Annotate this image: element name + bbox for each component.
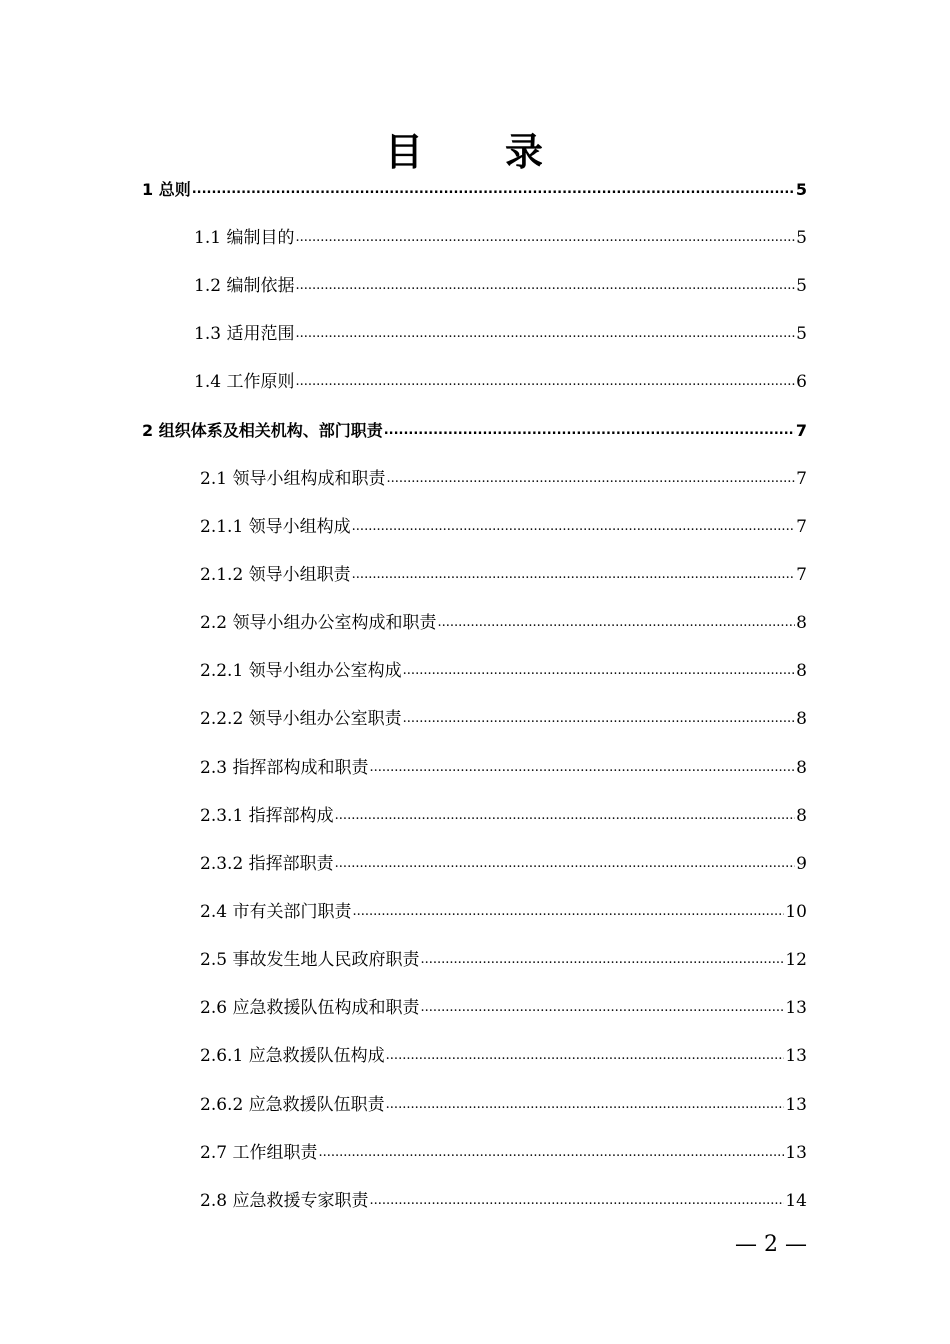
toc-entry-label: 2.1.1 领导小组构成: [200, 517, 351, 537]
toc-entry[interactable]: [142, 175, 807, 201]
toc-leader-dots: [384, 420, 795, 442]
toc-entry-page: 13: [785, 1046, 807, 1066]
toc-entry[interactable]: [200, 1186, 807, 1212]
toc-leader-dots: [295, 227, 795, 249]
toc-entry-page: 10: [785, 902, 807, 922]
toc-entry[interactable]: [194, 367, 807, 393]
toc-entry-label: 2 组织体系及相关机构、部门职责: [142, 421, 383, 440]
toc-entry-page: 9: [796, 854, 807, 874]
toc-entry-label: 2.6.2 应急救援队伍职责: [200, 1095, 385, 1115]
toc-entry-label: 1.3 适用范围: [194, 324, 295, 344]
toc-entry-label: 2.1 领导小组构成和职责: [200, 469, 386, 489]
toc-leader-dots: [192, 179, 795, 201]
toc-entry-page: 8: [796, 806, 807, 826]
page-title: 目 录: [384, 130, 565, 174]
toc-leader-dots: [369, 1190, 784, 1212]
toc-entry[interactable]: [200, 512, 807, 538]
toc-entry-page: 7: [796, 517, 807, 537]
toc-entry-label: 2.4 市有关部门职责: [200, 902, 352, 922]
toc-leader-dots: [295, 275, 795, 297]
toc-entry-page: 5: [796, 324, 807, 344]
toc-leader-dots: [352, 564, 796, 586]
toc-entry-label: 2.3.1 指挥部构成: [200, 806, 334, 826]
toc-entry-label: 2.7 工作组职责: [200, 1143, 318, 1163]
toc-leader-dots: [386, 1094, 785, 1116]
toc-entry-page: 7: [796, 565, 807, 585]
toc-leader-dots: [295, 323, 795, 345]
toc-entry-page: 6: [796, 372, 807, 392]
toc-entry[interactable]: [200, 993, 807, 1019]
toc-entry[interactable]: [200, 560, 807, 586]
toc-entry-page: 8: [796, 758, 807, 778]
toc-entry-label: 1.2 编制依据: [194, 276, 295, 296]
toc-entry-page: 13: [785, 998, 807, 1018]
toc-leader-dots: [403, 660, 796, 682]
toc-entry-page: 5: [796, 228, 807, 248]
toc-entry-label: 1.1 编制目的: [194, 228, 295, 248]
toc-leader-dots: [352, 901, 784, 923]
toc-entry-label: 2.3.2 指挥部职责: [200, 854, 334, 874]
toc-entry-label: 2.2.2 领导小组办公室职责: [200, 709, 402, 729]
toc-entry-label: 2.6 应急救援队伍构成和职责: [200, 998, 420, 1018]
toc-entry[interactable]: [200, 704, 807, 730]
toc-entry[interactable]: [194, 319, 807, 345]
toc-entry-label: 1.4 工作原则: [194, 372, 295, 392]
toc-entry[interactable]: [142, 416, 807, 442]
toc-entry-page: 5: [796, 276, 807, 296]
toc-entry-label: 2.6.1 应急救援队伍构成: [200, 1046, 385, 1066]
toc-entry[interactable]: [200, 945, 807, 971]
toc-entry-label: 2.3 指挥部构成和职责: [200, 758, 369, 778]
toc-leader-dots: [369, 757, 795, 779]
toc-entry-label: 2.2 领导小组办公室构成和职责: [200, 613, 437, 633]
toc-entry[interactable]: [200, 897, 807, 923]
toc-leader-dots: [403, 708, 796, 730]
toc-entry[interactable]: [200, 464, 807, 490]
toc-entry[interactable]: [200, 656, 807, 682]
toc-entry-page: 12: [785, 950, 807, 970]
toc-entry-page: 13: [785, 1095, 807, 1115]
toc-entry[interactable]: [194, 223, 807, 249]
toc-entry[interactable]: [200, 608, 807, 634]
toc-leader-dots: [437, 612, 795, 634]
toc-entry-page: 8: [796, 613, 807, 633]
toc-entry-page: 13: [785, 1143, 807, 1163]
toc-entry[interactable]: [200, 1090, 807, 1116]
toc-leader-dots: [352, 516, 796, 538]
toc-entry-page: 14: [785, 1191, 807, 1211]
toc-entry-page: 8: [796, 661, 807, 681]
toc-entry-page: 7: [796, 469, 807, 489]
toc-entry[interactable]: [200, 1041, 807, 1067]
toc-leader-dots: [295, 371, 795, 393]
toc-entry-label: 2.2.1 领导小组办公室构成: [200, 661, 402, 681]
toc-leader-dots: [420, 949, 784, 971]
toc-entry-page: 8: [796, 709, 807, 729]
toc-leader-dots: [386, 468, 795, 490]
toc-leader-dots: [386, 1045, 785, 1067]
toc-entry-label: 2.1.2 领导小组职责: [200, 565, 351, 585]
toc-leader-dots: [335, 805, 796, 827]
toc-entry-label: 1 总则: [142, 180, 191, 199]
toc-entry[interactable]: [200, 1138, 807, 1164]
toc-entry[interactable]: [194, 271, 807, 297]
page-number-footer: — 2 —: [735, 1232, 807, 1257]
toc-entry-label: 2.5 事故发生地人民政府职责: [200, 950, 420, 970]
toc-entry[interactable]: [200, 849, 807, 875]
toc-entry-page: 7: [795, 421, 807, 440]
toc-entry[interactable]: [200, 801, 807, 827]
toc-entry-label: 2.8 应急救援专家职责: [200, 1191, 369, 1211]
toc-leader-dots: [335, 853, 796, 875]
toc-leader-dots: [420, 997, 784, 1019]
toc-entry-page: 5: [795, 180, 807, 199]
toc-leader-dots: [318, 1142, 784, 1164]
toc-entry[interactable]: [200, 753, 807, 779]
